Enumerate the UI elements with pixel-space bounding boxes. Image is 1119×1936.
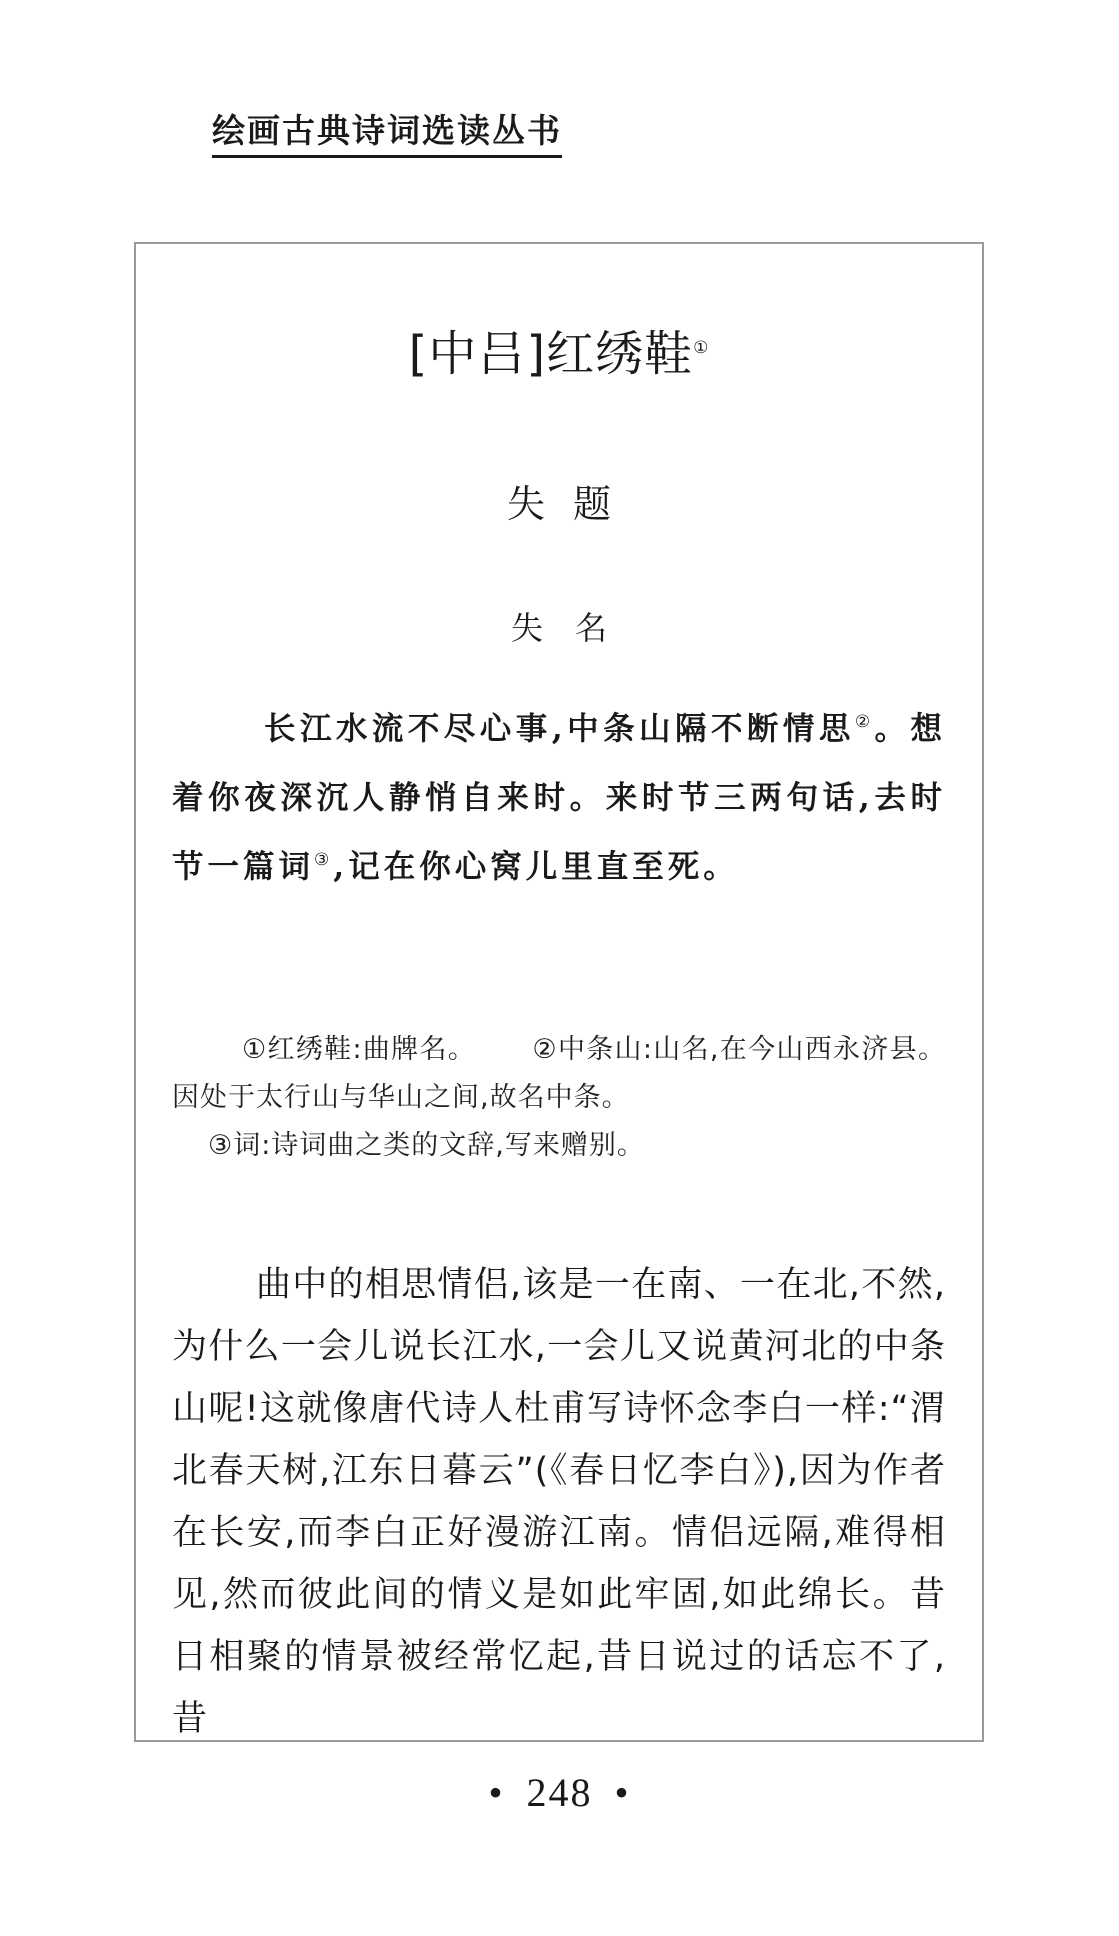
poem-text-part1: 长江水流不尽心事,中条山隔不断情思 (264, 710, 855, 747)
poem-title (172, 324, 946, 384)
page-number-value: 248 (526, 1770, 593, 1815)
title-note-mark: ① (693, 338, 710, 358)
poem-subtitle: 失题 (506, 482, 639, 526)
poem-text-part2: 。想着你夜深沉人静悄自来时。来时节三两句话,去时节一篇词 (172, 710, 947, 885)
commentary-text: 曲中的相思情侣,该是一在南、一在北,不然,为什么一会儿说长江水,一会儿又说黄河北的中条山呢!这就像唐代诗人杜甫写诗怀念李白一样:“渭北春天树,江东日暮云”(《春日忆李白》),因为作者在长安,而李白正好漫游江南。情侣远隔,难得相见,然而彼此间的情义是如此牢固,如此绵长。昔日相聚的情景被经常忆起,昔日说过的话忘不了,昔 (172, 1265, 946, 1739)
content-frame (134, 242, 984, 1742)
page-dot-left: • (488, 1770, 505, 1815)
note-mark-2: ② (854, 712, 875, 732)
note-mark-3: ③ (314, 850, 334, 870)
footnotes (172, 1026, 946, 1170)
footnote-3: ③词:诗词曲之类的文辞,写来赠别。 (208, 1130, 645, 1161)
poem-text (172, 694, 946, 901)
footnote-2: ②中条山:山名,在今山西永济县。因处于太行山与华山之间,故名中条。 (172, 1034, 946, 1113)
poem-author: 失名 (510, 609, 639, 647)
footnote-1: ①红绣鞋:曲牌名。 (242, 1034, 477, 1065)
page-number (0, 1768, 1119, 1818)
page-dot-right: • (614, 1770, 631, 1815)
poem-title-text: [中吕]红绣鞋 (408, 326, 694, 382)
poem-text-part3: ,记在你心窝儿里直至死。 (333, 848, 739, 885)
series-title: 绘画古典诗词选读丛书 (212, 110, 562, 158)
